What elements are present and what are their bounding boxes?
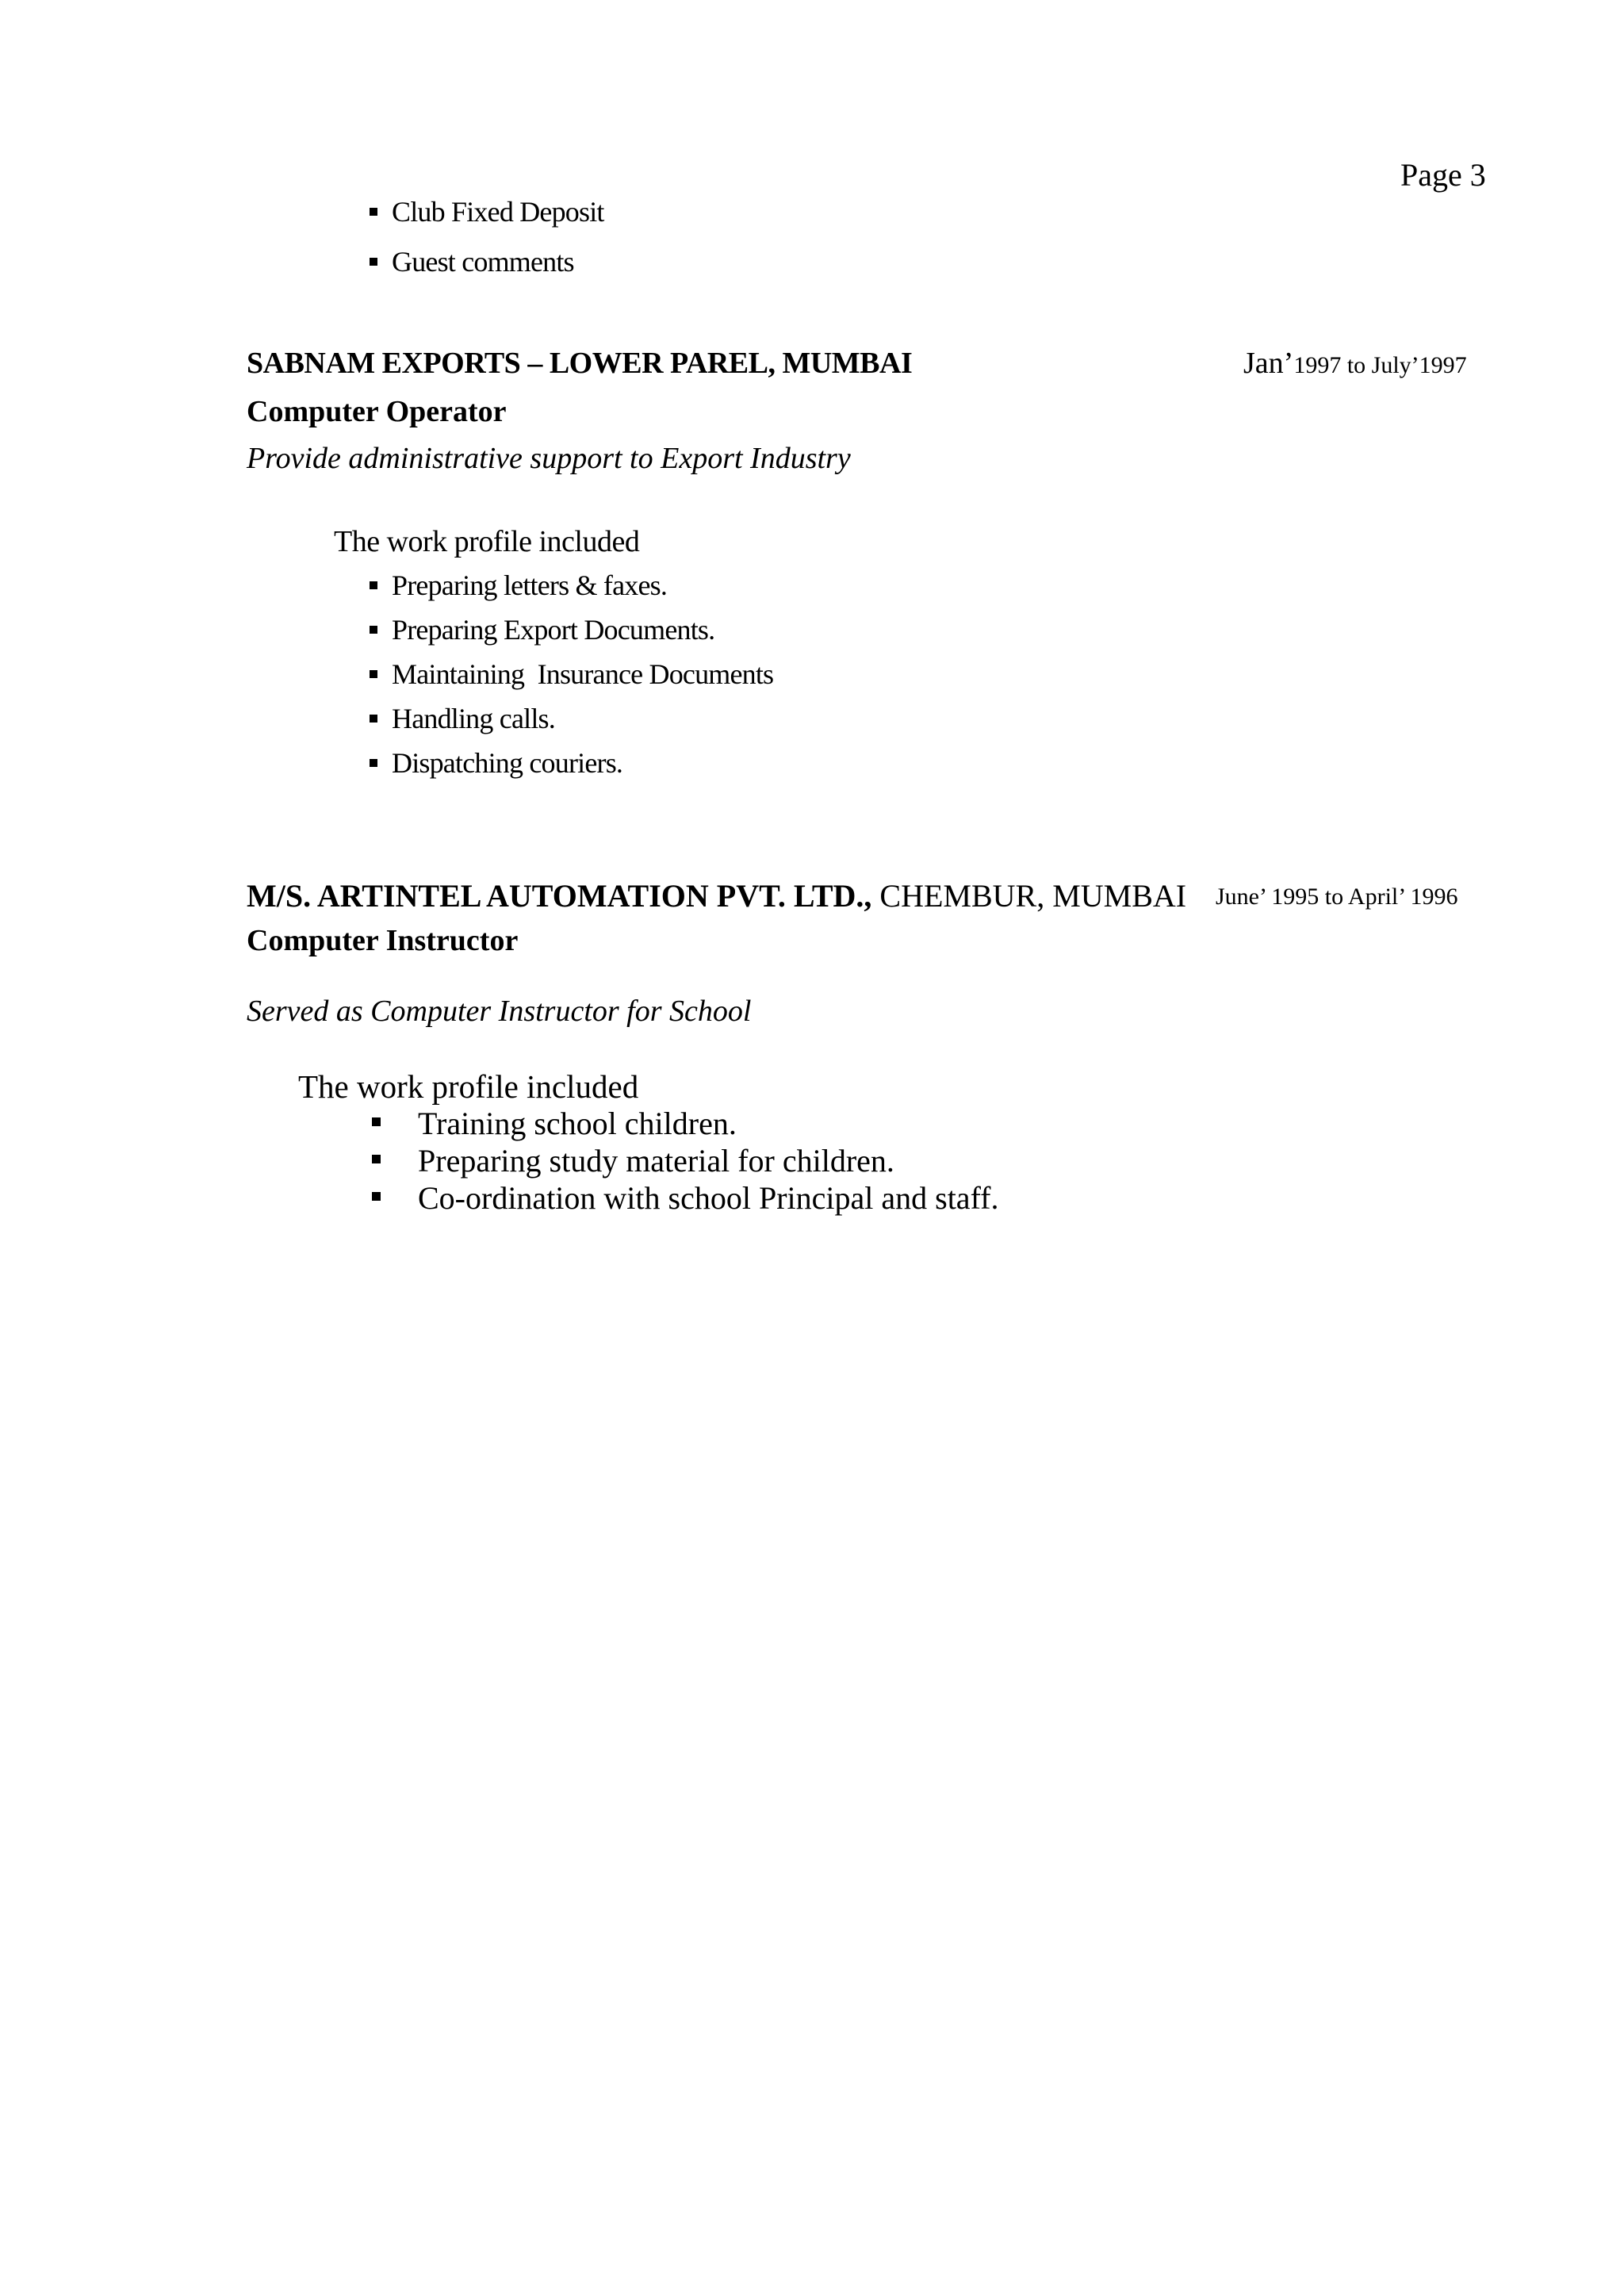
list-item: Preparing Export Documents. (370, 613, 714, 646)
list-item: Handling calls. (370, 702, 555, 735)
list-item: Preparing study material for children. (372, 1142, 1086, 1180)
bullet-square-icon (370, 759, 377, 767)
page-number: Page 3 (1400, 157, 1486, 193)
bullet-square-icon (372, 1155, 381, 1163)
list-item: Dispatching couriers. (370, 746, 622, 780)
work-profile-intro: The work profile included (334, 525, 640, 558)
job-dates: Jan’1997 to July’1997 (1243, 347, 1467, 380)
bullet-square-icon (370, 258, 377, 266)
bullet-square-icon (370, 208, 377, 216)
work-profile-intro: The work profile included (298, 1068, 639, 1105)
list-item: Co-ordination with school Principal and staff. (372, 1179, 1086, 1217)
job-title: Computer Instructor (247, 924, 519, 957)
list-item: Training school children. (372, 1105, 1086, 1143)
bullet-square-icon (370, 715, 377, 723)
bullet-square-icon (370, 626, 377, 634)
job-dates: June’ 1995 to April’ 1996 (1216, 884, 1458, 910)
list-item: Maintaining Insurance Documents (370, 657, 773, 691)
job-title: Computer Operator (247, 395, 507, 428)
job-company: M/S. ARTINTEL AUTOMATION PVT. LTD., CHEMBUR, MUMBAI (247, 878, 1187, 914)
job-summary: Served as Computer Instructor for School (247, 995, 752, 1028)
job-summary: Provide administrative support to Export Industry (247, 442, 851, 475)
bullet-square-icon (372, 1117, 381, 1126)
bullet-square-icon (370, 581, 377, 589)
list-item: Guest comments (370, 245, 574, 278)
bullet-square-icon (370, 670, 377, 678)
bullet-square-icon (372, 1192, 381, 1201)
job-company: SABNAM EXPORTS – LOWER PAREL, MUMBAI (247, 347, 913, 380)
list-item: Preparing letters & faxes. (370, 569, 667, 602)
list-item: Club Fixed Deposit (370, 195, 604, 228)
